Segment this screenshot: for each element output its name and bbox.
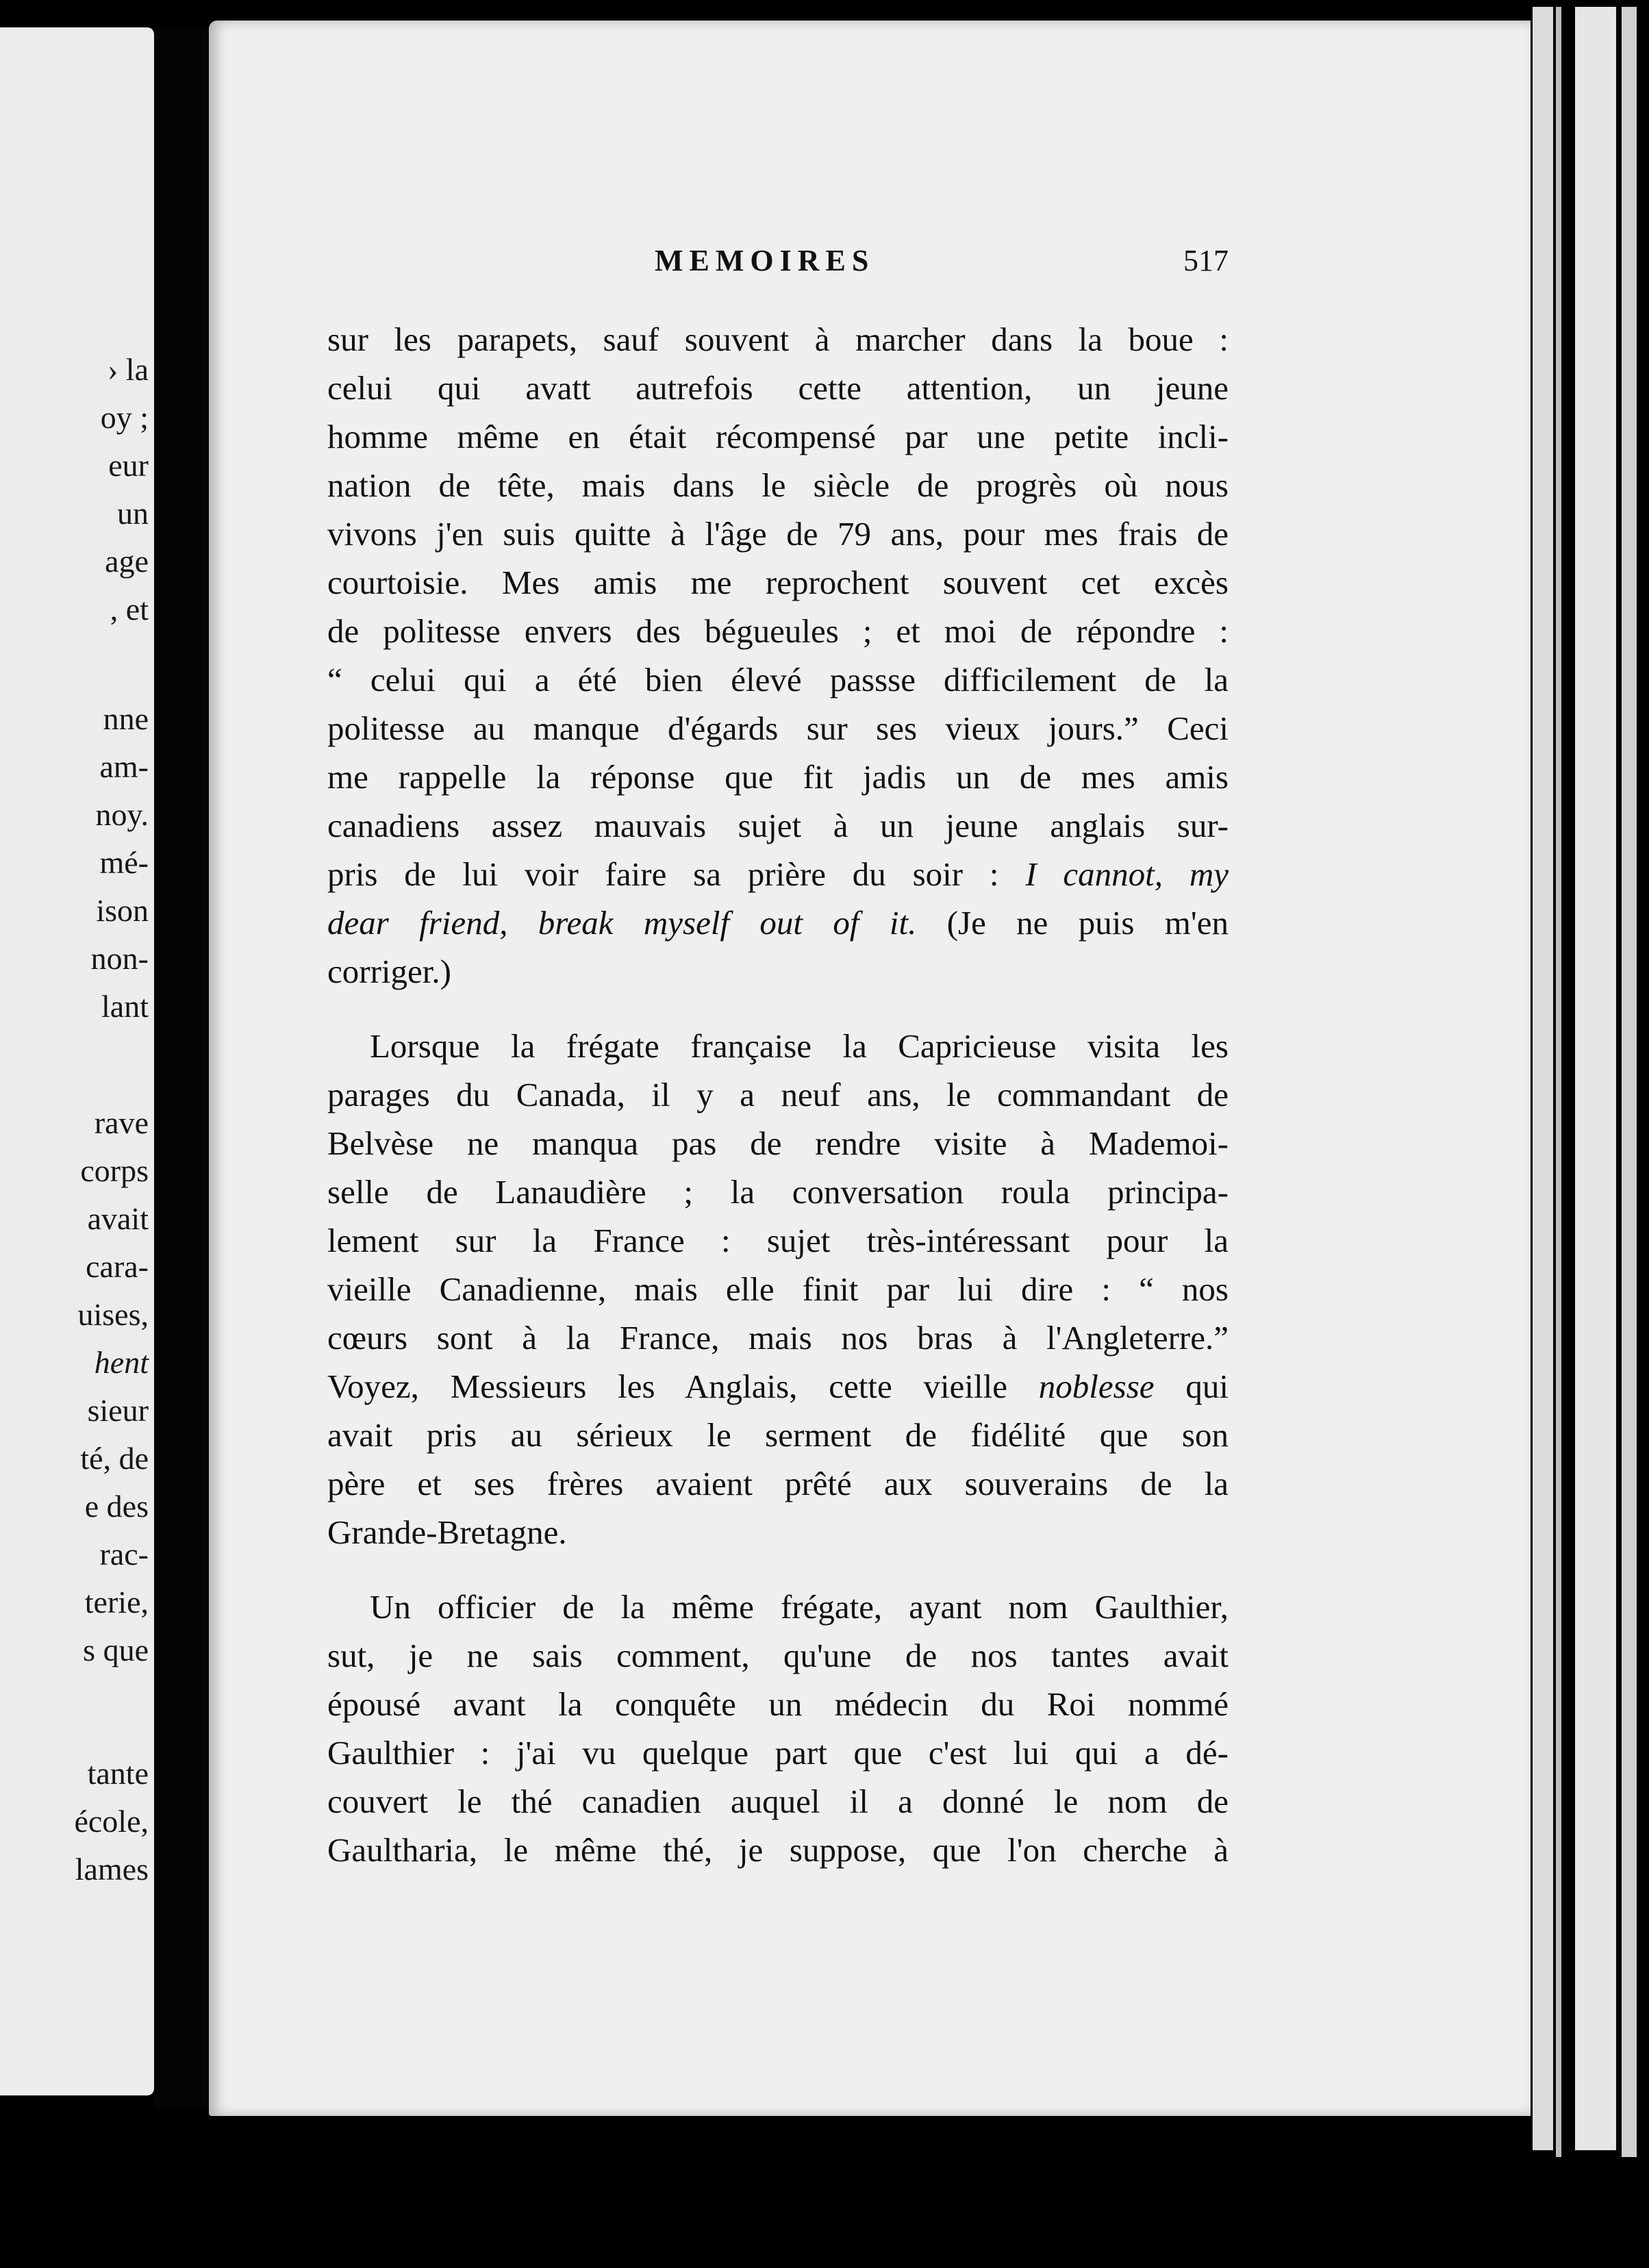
text-line: Grande-Bretagne. bbox=[327, 1513, 567, 1551]
left-page-fragment: avait bbox=[87, 1201, 149, 1236]
text-line: sut, je ne sais comment, qu'une de nos tantes avait bbox=[327, 1637, 1229, 1674]
page-edge bbox=[1575, 7, 1616, 2150]
text-line: homme même en était récompensé par une petite incli- bbox=[327, 418, 1229, 455]
italic-quote: I cannot, my bbox=[1025, 855, 1229, 893]
text-line: Lorsque la frégate française la Capricieuse visita les bbox=[370, 1027, 1229, 1065]
paragraph-gap bbox=[327, 996, 1229, 1022]
paragraph bbox=[327, 1022, 1229, 1557]
left-page-fragment: mé- bbox=[99, 845, 149, 880]
page-body bbox=[327, 315, 1229, 1874]
page-edge bbox=[1622, 7, 1637, 2157]
text-line: Un officier de la même frégate, ayant nom Gaulthier, bbox=[370, 1588, 1229, 1626]
left-page-fragment: , et bbox=[110, 592, 149, 627]
text-line: vieille Canadienne, mais elle finit par lui dire : “ nos bbox=[327, 1270, 1229, 1308]
text-line: canadiens assez mauvais sujet à un jeune anglais sur- bbox=[327, 807, 1229, 844]
left-page-fragment: cara- bbox=[86, 1249, 149, 1284]
left-page-fragment: lames bbox=[75, 1852, 149, 1887]
text-run: pris de lui voir faire sa prière du soir : bbox=[327, 855, 1026, 893]
page-number: 517 bbox=[1183, 244, 1229, 277]
text-run: Voyez, Messieurs les Anglais, cette vieille bbox=[327, 1368, 1039, 1405]
left-page-fragment: non- bbox=[90, 941, 149, 976]
left-page-fragment: té, de bbox=[80, 1441, 149, 1476]
left-page-fragment: un bbox=[117, 496, 149, 531]
text-line bbox=[327, 850, 1229, 898]
text-line: courtoisie. Mes amis me reprochent souvent cet excès bbox=[327, 564, 1229, 601]
left-page-fragment: rave bbox=[94, 1105, 149, 1140]
left-page-fragment: ison bbox=[96, 893, 149, 928]
text-line: avait pris au sérieux le serment de fidélité que son bbox=[327, 1416, 1229, 1454]
text-line: père et ses frères avaient prêté aux souverains de la bbox=[327, 1465, 1229, 1502]
text-line: épousé avant la conquête un médecin du Roi nommé bbox=[327, 1685, 1229, 1723]
text-run: qui bbox=[1154, 1368, 1229, 1405]
text-line: “ celui qui a été bien élevé passse difficilement de la bbox=[327, 661, 1229, 698]
left-page-fragment: uises, bbox=[77, 1297, 149, 1332]
left-page-fragment: lant bbox=[101, 989, 149, 1024]
text-line bbox=[327, 898, 1229, 947]
text-line: selle de Lanaudière ; la conversation roula principa- bbox=[327, 1173, 1229, 1211]
left-page-fragment: école, bbox=[74, 1804, 149, 1839]
text-line: corriger.) bbox=[327, 953, 451, 990]
left-page-fragment: corps bbox=[80, 1153, 149, 1188]
left-page-fragment: terie, bbox=[84, 1585, 149, 1620]
text-line: parages du Canada, il y a neuf ans, le commandant de bbox=[327, 1076, 1229, 1113]
left-page-fragment: › la bbox=[107, 352, 149, 387]
left-page-fragment: rac- bbox=[99, 1537, 149, 1572]
left-page-fragment: oy ; bbox=[100, 400, 149, 435]
paragraph bbox=[327, 315, 1229, 996]
paragraph bbox=[327, 1583, 1229, 1874]
text-line: Belvèse ne manqua pas de rendre visite à Mademoi- bbox=[327, 1124, 1229, 1162]
text-line: sur les parapets, sauf souvent à marcher dans la boue : bbox=[327, 320, 1229, 358]
text-line: Gaulthier : j'ai vu quelque part que c'est lui qui a dé- bbox=[327, 1734, 1229, 1772]
left-page-fragment: e des bbox=[84, 1489, 149, 1524]
italic-quote: dear friend, break myself out of it. bbox=[327, 904, 917, 942]
text-line: couvert le thé canadien auquel il a donné le nom de bbox=[327, 1782, 1229, 1820]
book-gutter bbox=[154, 27, 209, 2109]
text-line: cœurs sont à la France, mais nos bras à l'Angleterre.” bbox=[327, 1319, 1229, 1357]
italic-word: noblesse bbox=[1038, 1368, 1155, 1405]
page-header bbox=[327, 243, 1229, 284]
running-title: MEMOIRES bbox=[655, 244, 875, 277]
left-page-fragment: sieur bbox=[87, 1393, 149, 1428]
text-line: lement sur la France : sujet très-intéressant pour la bbox=[327, 1222, 1229, 1259]
text-line: me rappelle la réponse que fit jadis un de mes amis bbox=[327, 758, 1229, 796]
text-line: politesse au manque d'égards sur ses vieux jours.” Ceci bbox=[327, 709, 1229, 747]
page-edge bbox=[1533, 7, 1553, 2150]
text-run: (Je ne puis m'en bbox=[916, 904, 1229, 942]
text-line: celui qui avatt autrefois cette attention, un jeune bbox=[327, 369, 1229, 407]
paragraph-gap bbox=[327, 1557, 1229, 1583]
left-page-fragment: tante bbox=[87, 1756, 149, 1791]
page-edge bbox=[1556, 7, 1561, 2157]
previous-page-edge bbox=[0, 27, 154, 2095]
left-page-fragment: nne bbox=[103, 701, 149, 736]
text-line: vivons j'en suis quitte à l'âge de 79 ans, pour mes frais de bbox=[327, 515, 1229, 553]
text-line: de politesse envers des bégueules ; et moi de répondre : bbox=[327, 612, 1229, 650]
text-line bbox=[327, 1362, 1229, 1411]
left-page-fragment: am- bbox=[99, 749, 149, 784]
left-page-fragment: noy. bbox=[95, 797, 149, 832]
left-page-fragment: hent bbox=[94, 1345, 149, 1380]
text-line: nation de tête, mais dans le siècle de progrès où nous bbox=[327, 466, 1229, 504]
left-page-fragment: s que bbox=[83, 1633, 149, 1667]
left-page-fragment: eur bbox=[108, 448, 149, 483]
left-page-fragment: age bbox=[105, 544, 149, 579]
text-line: Gaultharia, le même thé, je suppose, que l'on cherche à bbox=[327, 1831, 1229, 1869]
